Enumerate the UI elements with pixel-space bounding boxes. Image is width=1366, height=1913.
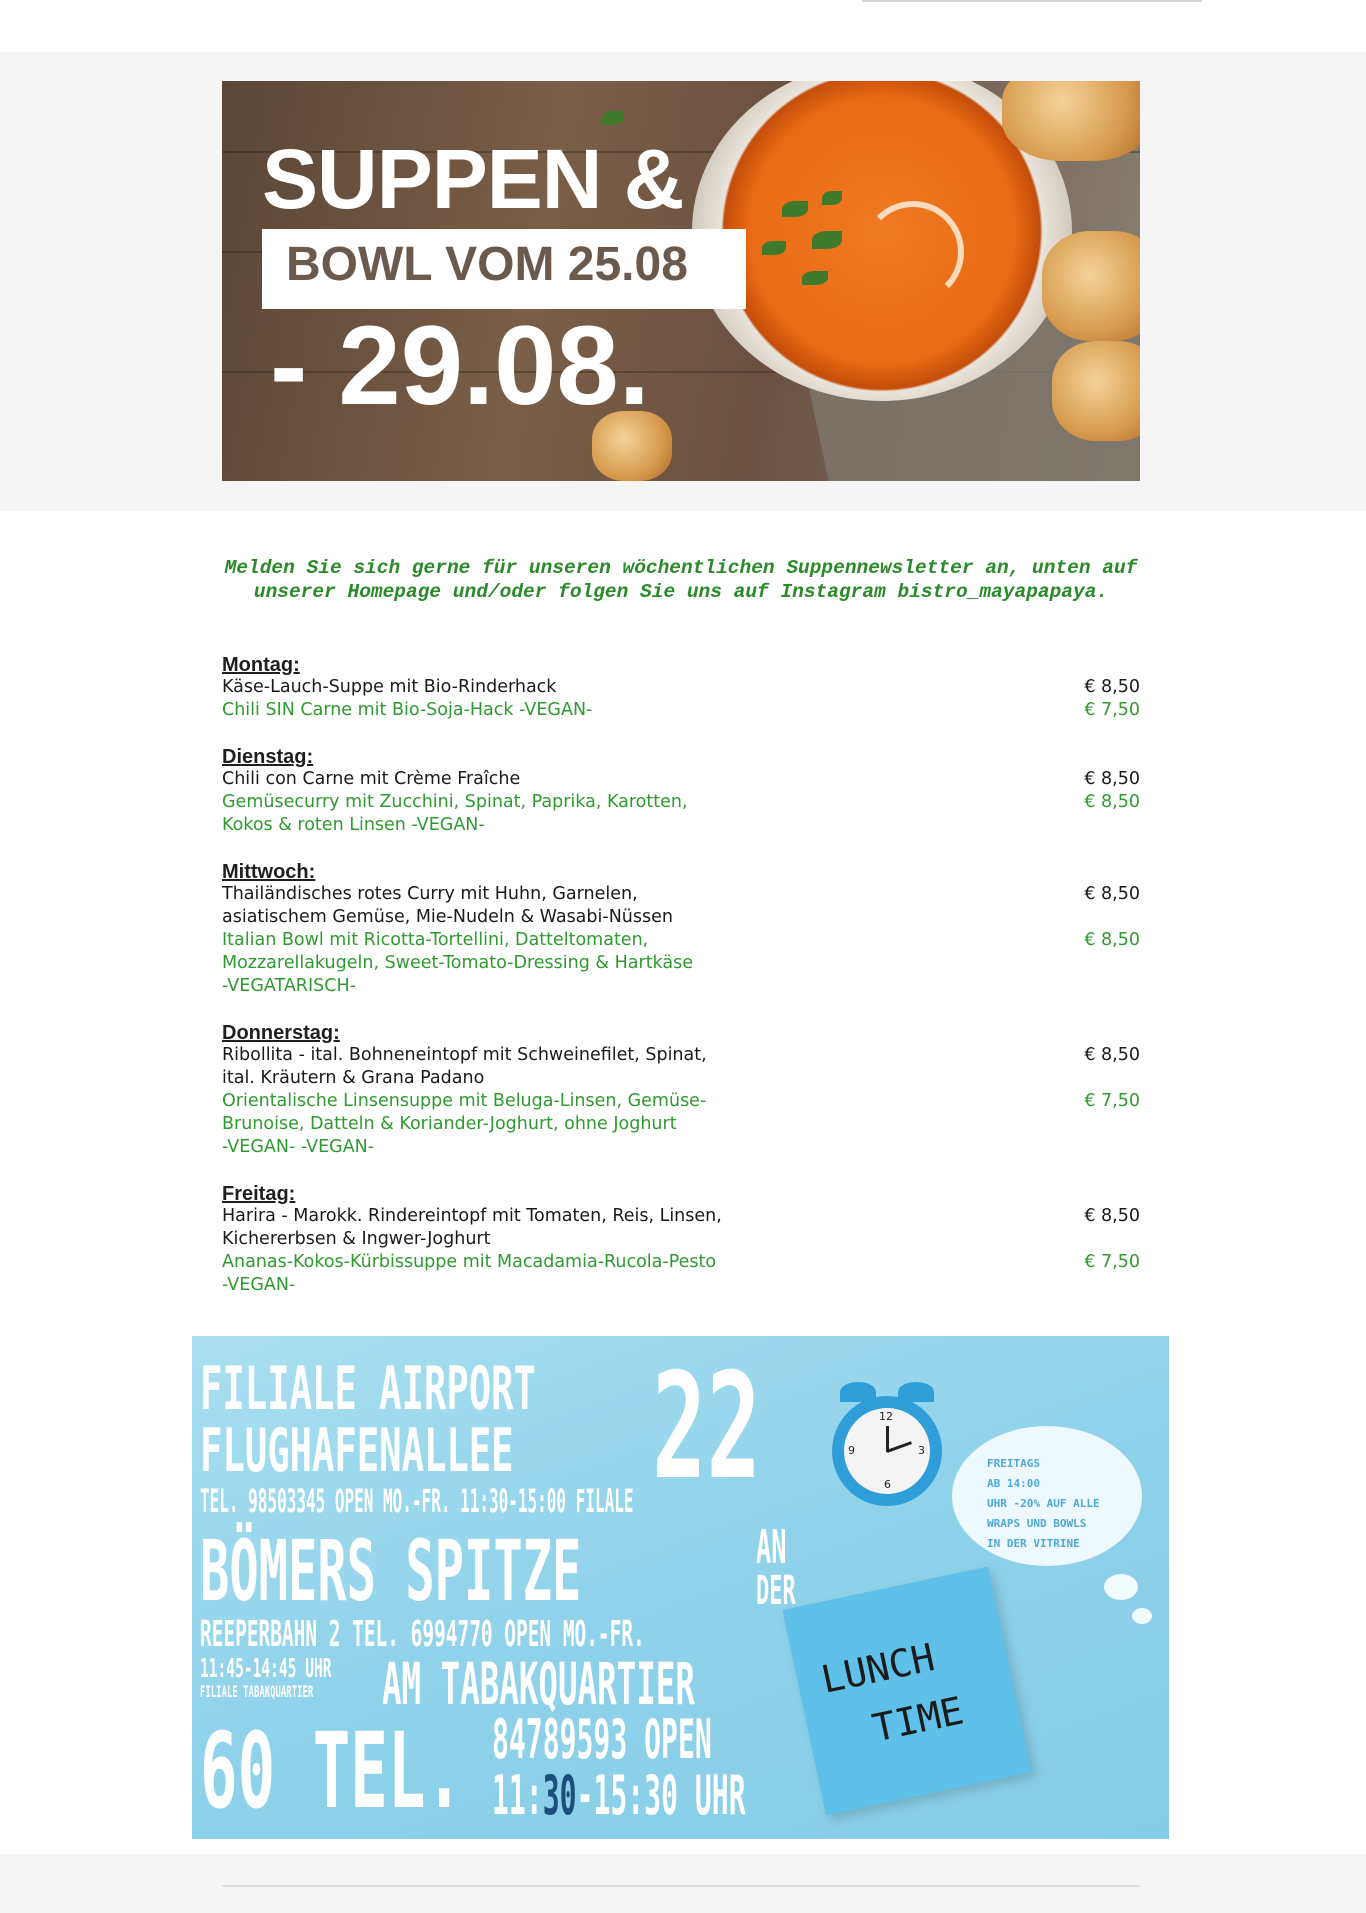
promo-line: FREITAGS	[987, 1457, 1040, 1470]
hero-title: SUPPEN &	[262, 132, 684, 226]
banner-der: DER	[756, 1568, 796, 1614]
menu-item-name: Käse-Lauch-Suppe mit Bio-Rinderhack	[222, 677, 557, 697]
clock-bell	[840, 1382, 876, 1402]
menu-day-title: Montag:	[222, 654, 300, 676]
banner-line-tabakquartier: AM TABAKQUARTIER	[382, 1650, 695, 1718]
newsletter-intro: Melden Sie sich gerne für unseren wöchentlichen Suppennewsletter an, unten auf unserer Homepage und/oder folgen Sie uns auf Instagram bistro_mayapapaya.	[224, 557, 1138, 603]
banner-line-hours-tabak: 11:30-15:30 UHR	[492, 1764, 746, 1827]
menu-day-title: Freitag:	[222, 1183, 296, 1205]
banner-line-60tel: 60 TEL.	[200, 1710, 463, 1832]
menu-item-name: Gemüsecurry mit Zucchini, Spinat, Paprika, Karotten, Kokos & roten Linsen -VEGAN-	[222, 792, 688, 835]
clock-bell	[898, 1382, 934, 1402]
menu-item-name: Chili SIN Carne mit Bio-Soja-Hack -VEGAN-	[222, 700, 593, 720]
promo-line: UHR -20% AUF ALLE	[987, 1497, 1100, 1510]
herb-leaf	[822, 191, 842, 205]
menu-item-price: € 7,50	[1084, 1252, 1140, 1272]
hero-date: - 29.08.	[270, 303, 650, 428]
herb-leaf	[812, 231, 842, 249]
promo-line: WRAPS UND BOWLS	[987, 1517, 1087, 1530]
hero-subtitle: BOWL VOM 25.08	[286, 238, 688, 291]
menu-item-price: € 8,50	[1084, 1206, 1140, 1226]
menu-item-name: Italian Bowl mit Ricotta-Tortellini, Datteltomaten, Mozzarellakugeln, Sweet-Tomato-Dressing & Hartkäse -VEGATARISCH-	[222, 930, 693, 996]
cream-swirl	[862, 201, 964, 303]
menu-item-price: € 7,50	[1084, 700, 1140, 720]
menu-item	[222, 1251, 1140, 1297]
promo-line: AB 14:00	[987, 1477, 1040, 1490]
menu-day-title: Mittwoch:	[222, 861, 316, 883]
menu-item-name: Thailändisches rotes Curry mit Huhn, Garnelen, asiatischem Gemüse, Mie-Nudeln & Wasabi-Nüssen	[222, 884, 673, 927]
menu-item-price: € 7,50	[1084, 1091, 1140, 1111]
banner-an: AN	[756, 1520, 787, 1574]
banner-line-boemers: BÖMERS SPITZE	[200, 1522, 582, 1620]
footer-band	[0, 1854, 1366, 1913]
herb-leaf	[782, 201, 808, 217]
herb-leaf	[762, 241, 786, 255]
banner-line-airport: FILIALE AIRPORT	[200, 1354, 536, 1424]
bread-slice	[1042, 231, 1140, 341]
herb-leaf	[802, 271, 828, 285]
banner-hours-reeperbahn: 11:45-14:45 UHR	[200, 1654, 332, 1684]
menu-item	[222, 1205, 1140, 1251]
weekly-menu	[222, 654, 1140, 1321]
note-line: TIME	[868, 1688, 968, 1751]
menu-item	[222, 768, 1140, 791]
menu-item-name: Ribollita - ital. Bohneneintopf mit Schweinefilet, Spinat, ital. Kräutern & Grana Padano	[222, 1045, 707, 1088]
menu-day-title: Dienstag:	[222, 746, 314, 768]
footer-divider	[222, 1885, 1140, 1887]
menu-day	[222, 861, 1140, 998]
banner-filiale-tabak: FILIALE TABAKQUARTIER	[200, 1682, 314, 1701]
clock-face	[844, 1408, 930, 1494]
clock-number: 3	[918, 1444, 925, 1457]
thought-bubble-dot	[1132, 1608, 1152, 1624]
menu-item	[222, 883, 1140, 929]
clock-number: 6	[884, 1478, 891, 1491]
banner-line-tel-airport: TEL. 98503345 OPEN MO.-FR. 11:30-15:00 FILALE	[200, 1482, 634, 1520]
menu-item	[222, 1090, 1140, 1159]
menu-item	[222, 699, 1140, 722]
menu-item-price: € 8,50	[1084, 769, 1140, 789]
banner-line-reeperbahn: REEPERBAHN 2 TEL. 6994770 OPEN MO.-FR.	[200, 1614, 645, 1655]
lunch-time-text	[816, 1625, 969, 1766]
menu-item-price: € 8,50	[1084, 930, 1140, 950]
hero-image	[222, 81, 1140, 481]
menu-item-name: Chili con Carne mit Crème Fraîche	[222, 769, 521, 789]
banner-number: 22	[652, 1342, 762, 1512]
note-line: LUNCH	[817, 1635, 939, 1702]
menu-day	[222, 746, 1140, 837]
branches-banner	[192, 1336, 1169, 1839]
clock-number: 9	[848, 1444, 855, 1457]
menu-item-price: € 8,50	[1084, 884, 1140, 904]
top-divider	[862, 0, 1202, 2]
alarm-clock-icon	[832, 1396, 942, 1506]
menu-item-price: € 8,50	[1084, 1045, 1140, 1065]
menu-item-price: € 8,50	[1084, 677, 1140, 697]
menu-item-price: € 8,50	[1084, 792, 1140, 812]
menu-item	[222, 791, 1140, 837]
menu-item	[222, 1044, 1140, 1090]
top-bar	[0, 0, 1366, 52]
menu-day	[222, 1183, 1140, 1297]
menu-item	[222, 929, 1140, 998]
banner-line-street: FLUGHAFENALLEE	[200, 1416, 514, 1486]
promo-text	[987, 1454, 1127, 1554]
thought-bubble-dot	[1104, 1574, 1138, 1600]
menu-day	[222, 1022, 1140, 1159]
promo-line: IN DER VITRINE	[987, 1537, 1080, 1550]
menu-item-name: Harira - Marokk. Rindereintopf mit Tomaten, Reis, Linsen, Kichererbsen & Ingwer-Joghurt	[222, 1206, 722, 1249]
herb-leaf	[602, 111, 624, 125]
clock-hand	[886, 1441, 911, 1453]
menu-item-name: Ananas-Kokos-Kürbissuppe mit Macadamia-Rucola-Pesto -VEGAN-	[222, 1252, 717, 1295]
menu-item-name: Orientalische Linsensuppe mit Beluga-Linsen, Gemüse- Brunoise, Datteln & Koriander-Joghurt, ohne Joghurt -VEGAN- -VEGAN-	[222, 1091, 707, 1157]
menu-day	[222, 654, 1140, 722]
menu-day-title: Donnerstag:	[222, 1022, 340, 1044]
bread-slice	[1052, 341, 1140, 441]
clock-number: 12	[879, 1410, 893, 1423]
bread-roll	[1002, 81, 1140, 161]
menu-item	[222, 676, 1140, 699]
banner-line-tel-tabak: 84789593 OPEN	[492, 1708, 712, 1771]
sticky-note	[782, 1566, 1031, 1815]
